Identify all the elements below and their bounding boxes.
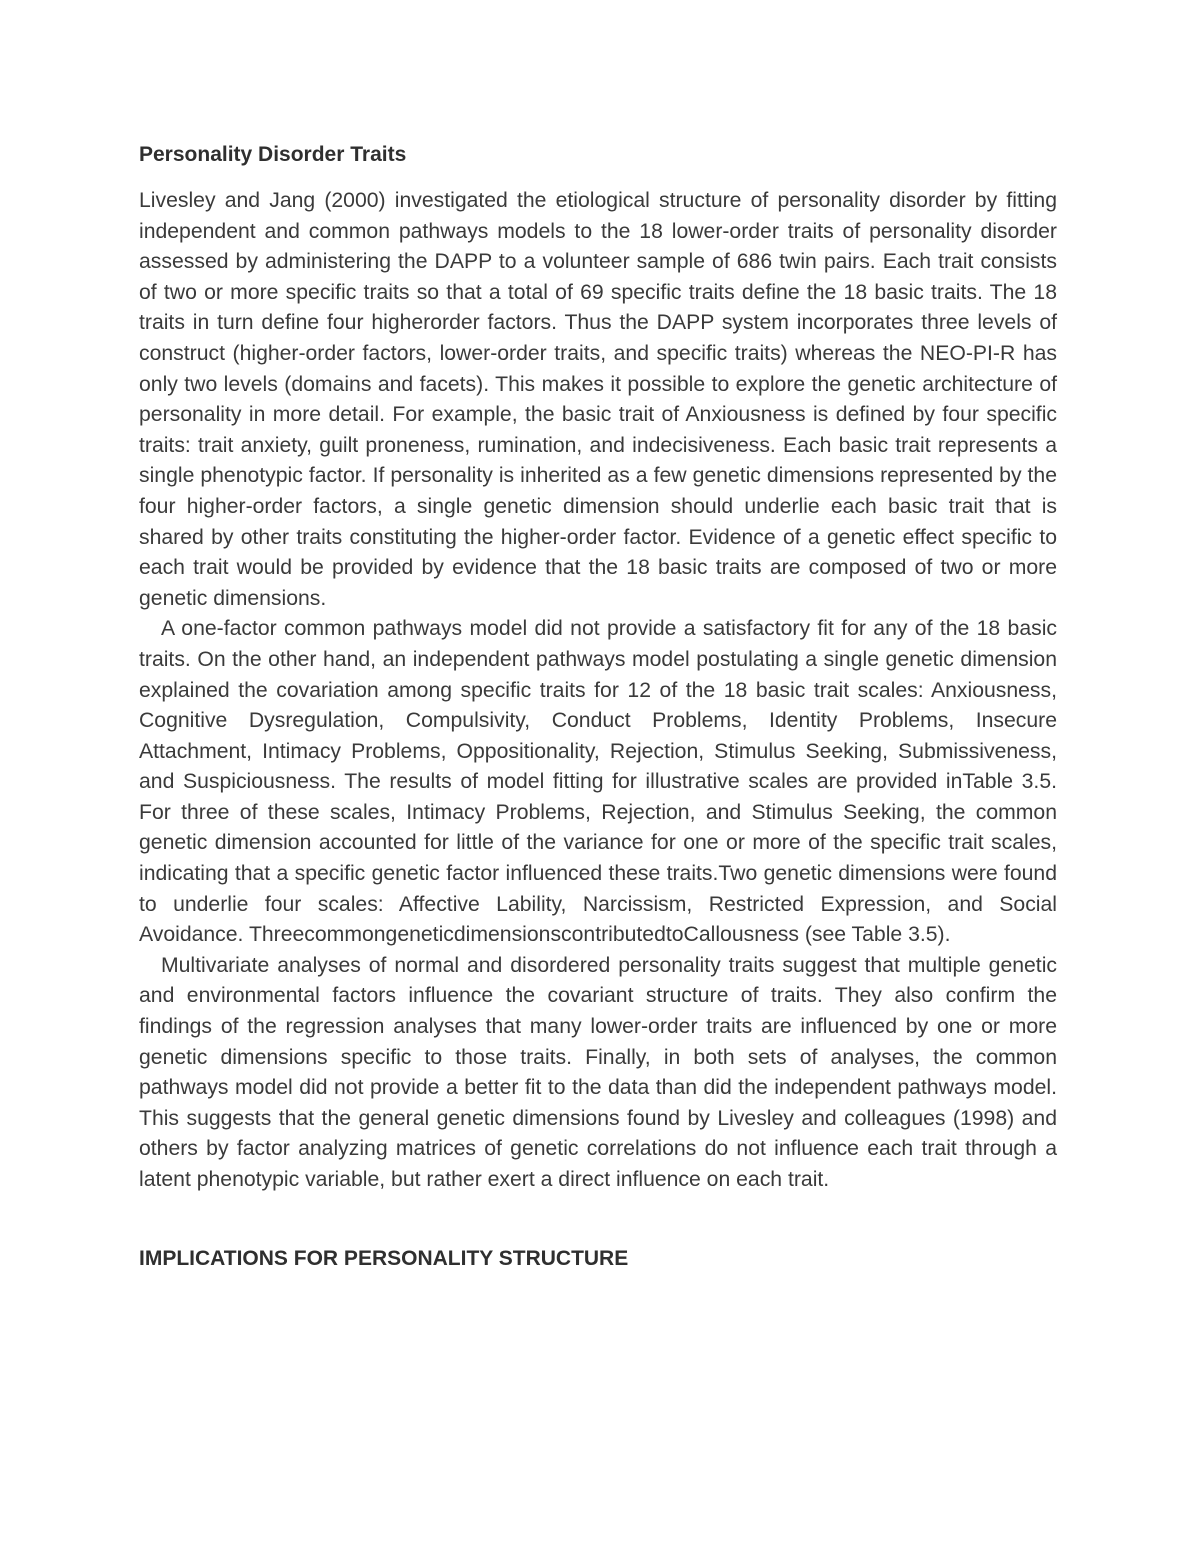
document-page xyxy=(139,140,1057,1290)
major-section-heading: IMPLICATIONS FOR PERSONALITY STRUCTURE xyxy=(139,1246,629,1270)
paragraph-3: Multivariate analyses of normal and disordered personality traits suggest that multiple genetic and environmental factors influence the covariant structure of traits. They also confirm the findings of the regression analyses that many lower-order traits are influenced by one or more genetic dimensions specific to those traits. Finally, in both sets of analyses, the common pathways model did not provide a better fit to the data than did the independent pathways model. This suggests that the general genetic dimensions found by Livesley and colleagues (1998) and others by factor analyzing matrices of genetic correlations do not influence each trait through a latent phenotypic variable, but rather exert a direct influence on each trait. xyxy=(139,953,1057,1191)
section-heading: Personality Disorder Traits xyxy=(139,143,407,166)
paragraph-2: A one-factor common pathways model did not provide a satisfactory fit for any of the 18 basic traits. On the other hand, an independent pathways model postulating a single genetic dimension explained the covariation among specific traits for 12 of the 18 basic trait scales: Anxiousness, Cognitive Dysregulation, Compulsivity, Conduct Problems, Identity Problems, Insecure Attachment, Intimacy Problems, Oppositionality, Rejection, Stimulus Seeking, Submissiveness, and Suspiciousness. The results of model fitting for illustrative scales are provided inTable 3.5. For three of these scales, Intimacy Problems, Rejection, and Stimulus Seeking, the common genetic dimension accounted for little of the variance for one or more of the specific trait scales, indicating that a specific genetic factor influenced these traits.Two genetic dimensions were found to underlie four scales: Affective Lability, Narcissism, Restricted Expression, and Social Avoidance. ThreecommongeneticdimensionscontributedtoCallousness (see Table 3.5). xyxy=(139,617,1057,947)
paragraph-1: Livesley and Jang (2000) investigated the etiological structure of personality disorder by fitting independent and common pathways models to the 18 lower-order traits of personality disorder assessed by administering the DAPP to a volunteer sample of 686 twin pairs. Each trait consists of two or more specific traits so that a total of 69 specific traits define the 18 basic traits. The 18 traits in turn define four higherorder factors. Thus the DAPP system incorporates three levels of construct (higher-order factors, lower-order traits, and specific traits) whereas the NEO-PI-R has only two levels (domains and facets). This makes it possible to explore the genetic architecture of personality in more detail. For example, the basic trait of Anxiousness is defined by four specific traits: trait anxiety, guilt proneness, rumination, and indecisiveness. Each basic trait represents a single phenotypic factor. If personality is inherited as a few genetic dimensions represented by the four higher-order factors, a single genetic dimension should underlie each basic trait that is shared by other traits constituting the higher-order factor. Evidence of a genetic effect specific to each trait would be provided by evidence that the 18 basic traits are composed of two or more genetic dimensions. xyxy=(139,189,1057,610)
